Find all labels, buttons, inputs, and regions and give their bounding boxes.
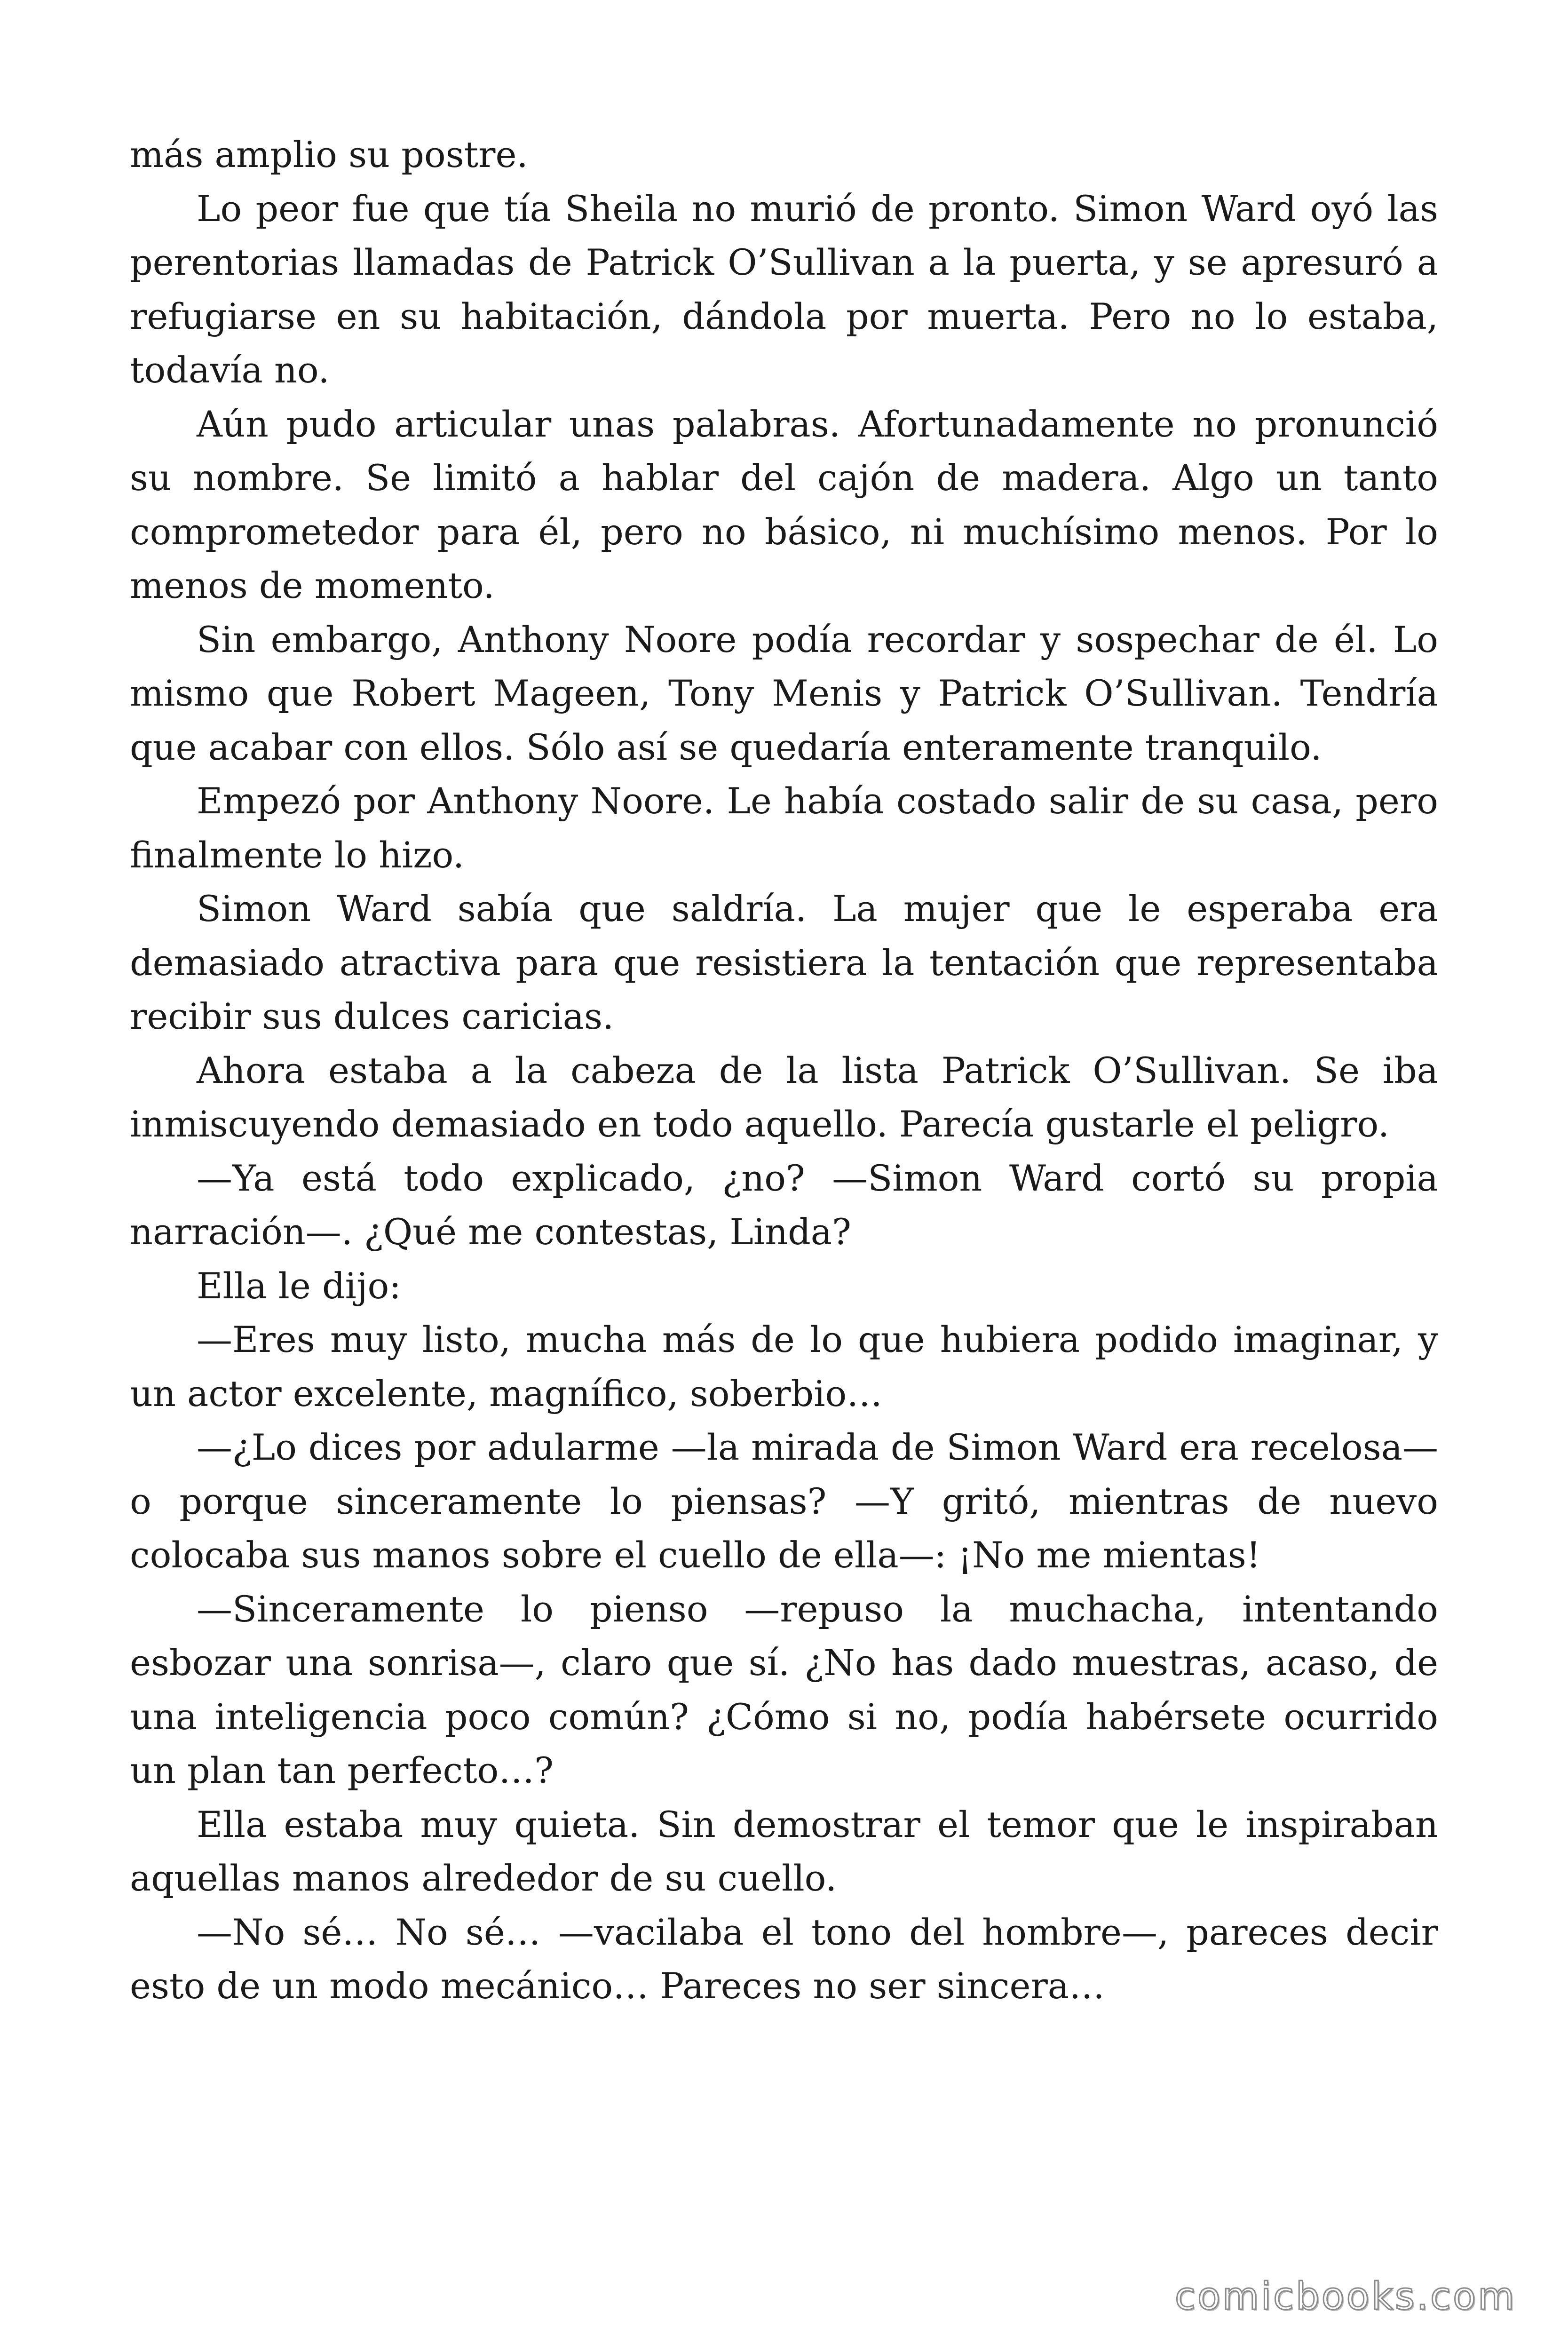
paragraph: Aún pudo articular unas palabras. Afortunadamente no pronunció su nombre. Se limitó a hablar del cajón de madera. Algo un tanto comprometedor para él, pero no básico, ni muchísimo menos. Por lo menos de momento. bbox=[130, 403, 1438, 606]
paragraph: —¿Lo dices por adularme —la mirada de Simon Ward era recelosa— o porque sinceramente lo piensas? —Y gritó, mientras de nuevo colocaba sus manos sobre el cuello de ella—: ¡No me mientas! bbox=[130, 1426, 1438, 1576]
paragraph: más amplio su postre. bbox=[130, 134, 528, 175]
paragraph: Ahora estaba a la cabeza de la lista Patrick O’Sullivan. Se iba inmiscuyendo demasiado en todo aquello. Parecía gustarle el peligro. bbox=[130, 1049, 1438, 1145]
paragraph: Empezó por Anthony Noore. Le había costado salir de su casa, pero finalmente lo hizo. bbox=[130, 780, 1438, 876]
paragraph: Simon Ward sabía que saldría. La mujer que le esperaba era demasiado atractiva para que resistiera la tentación que representaba recibir sus dulces caricias. bbox=[130, 888, 1438, 1037]
paragraph: Ella le dijo: bbox=[197, 1264, 401, 1307]
paragraph: —Ya está todo explicado, ¿no? —Simon Ward cortó su propia narración—. ¿Qué me contestas, Linda? bbox=[130, 1157, 1438, 1253]
paragraph: Ella estaba muy quieta. Sin demostrar el temor que le inspiraban aquellas manos alrededor de su cuello. bbox=[130, 1803, 1438, 1899]
page-body bbox=[130, 128, 1438, 2013]
paragraph: —No sé… No sé… —vacilaba el tono del hombre—, pareces decir esto de un modo mecánico… Pareces no ser sincera… bbox=[130, 1911, 1438, 2007]
paragraph: Lo peor fue que tía Sheila no murió de pronto. Simon Ward oyó las perentorias llamadas de Patrick O’Sullivan a la puerta, y se apresuró a refugiarse en su habitación, dándola por muerta. Pero no lo estaba, todavía no. bbox=[130, 187, 1438, 391]
paragraph: —Eres muy listo, mucha más de lo que hubiera podido imaginar, y un actor excelente, magnífico, soberbio… bbox=[130, 1319, 1438, 1414]
paragraph: —Sinceramente lo pienso —repuso la muchacha, intentando esbozar una sonrisa—, claro que sí. ¿No has dado muestras, acaso, de una inteligencia poco común? ¿Cómo si no, podía habérsete ocurrido un plan tan perfecto…? bbox=[130, 1588, 1438, 1791]
paragraph: Sin embargo, Anthony Noore podía recordar y sospechar de él. Lo mismo que Robert Mageen, Tony Menis y Patrick O’Sullivan. Tendría que acabar con ellos. Sólo así se quedaría enteramente tranquilo. bbox=[130, 618, 1438, 768]
watermark: comicbooks.com bbox=[1174, 2274, 1516, 2318]
